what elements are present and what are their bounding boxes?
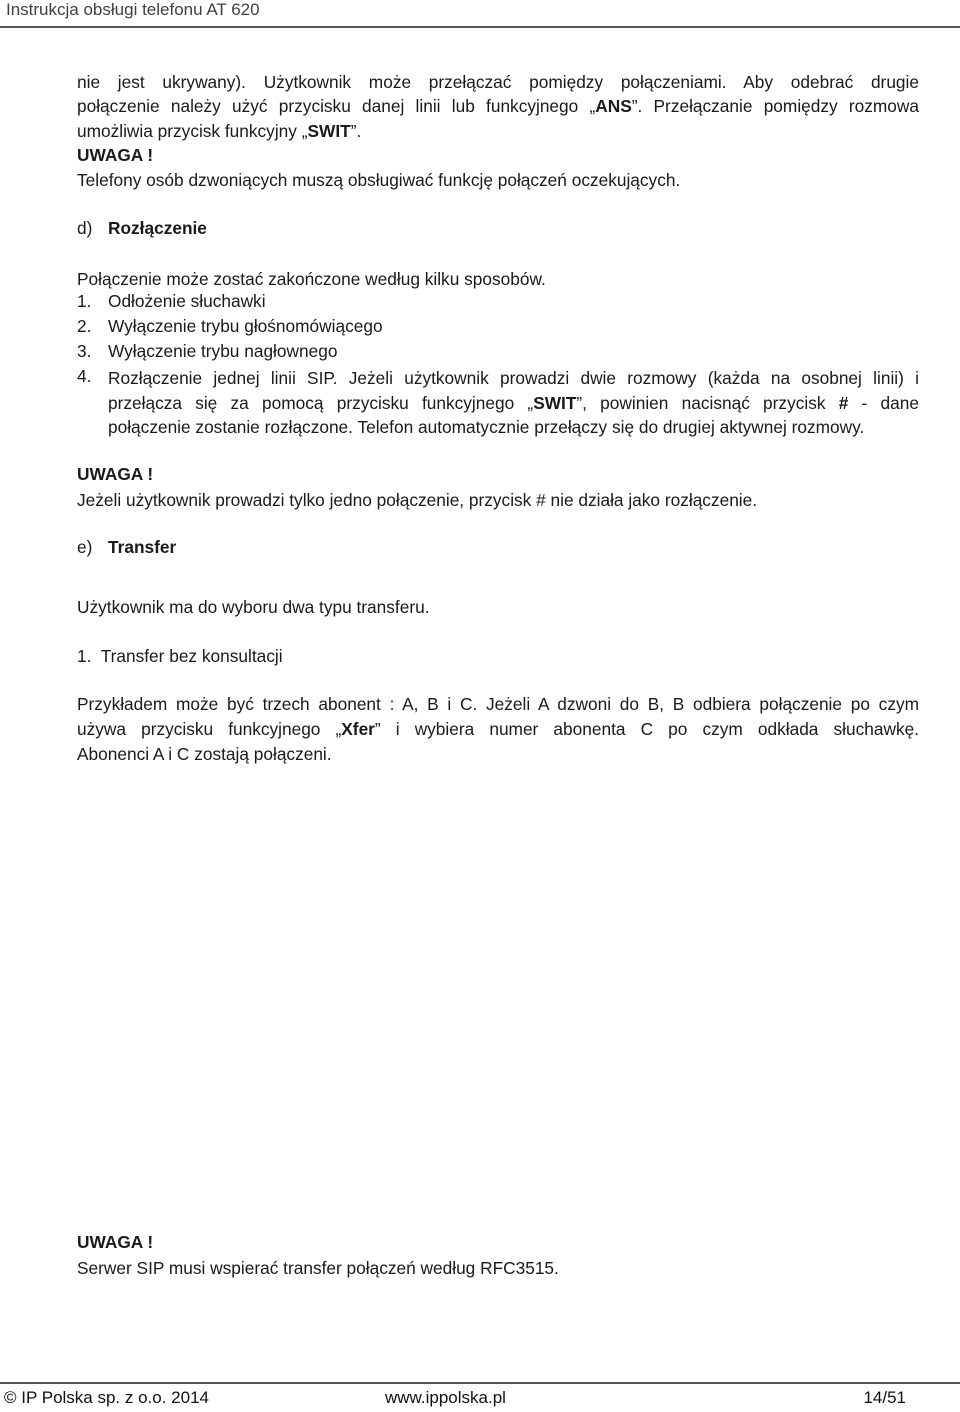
swit-key-label: SWIT bbox=[307, 121, 351, 141]
list-item-4-number: 4. bbox=[77, 366, 92, 386]
ans-key-label: ANS bbox=[595, 96, 632, 116]
list-item-4-line-2 bbox=[108, 391, 919, 416]
item4-line2-tail: - dane bbox=[848, 393, 919, 413]
header-title: Instrukcja obsługi telefonu AT 620 bbox=[6, 0, 260, 19]
footer-divider bbox=[0, 1382, 960, 1384]
section-e-title: Transfer bbox=[108, 537, 177, 557]
warning-heading: UWAGA ! bbox=[77, 1232, 154, 1252]
item4-line2-mid: ”, powinien nacisnąć przycisk bbox=[576, 393, 839, 413]
example-line-3: Abonenci A i C zostają połączeni. bbox=[77, 744, 332, 764]
list-number: 2. bbox=[77, 316, 92, 336]
footer-page-number: 14/51 bbox=[863, 1388, 906, 1407]
intro-line-3-tail: ”. bbox=[350, 121, 362, 141]
header-divider bbox=[0, 26, 960, 28]
list-item-4-line-1: Rozłączenie jednej linii SIP. Jeżeli użytkownik prowadzi dwie rozmowy (każda na osobnej linii) i bbox=[108, 368, 919, 388]
section-e-letter: e) bbox=[77, 537, 93, 557]
example-line-1: Przykładem może być trzech abonent : A, B i C. Jeżeli A dzwoni do B, B odbiera połączenie po czym bbox=[77, 694, 919, 714]
intro-line-3-text: umożliwia przycisk funkcyjny „ bbox=[77, 121, 308, 141]
list-item bbox=[77, 291, 266, 312]
swit-key-label: SWIT bbox=[533, 393, 577, 413]
section-e-subheading: 1. Transfer bez konsultacji bbox=[77, 646, 283, 666]
intro-line-1: nie jest ukrywany). Użytkownik może przełączać pomiędzy połączeniami. Aby odebrać drugie bbox=[77, 72, 919, 92]
section-e-intro: Użytkownik ma do wyboru dwa typu transferu. bbox=[77, 597, 430, 617]
section-d-title: Rozłączenie bbox=[108, 218, 207, 238]
section-e-note: Serwer SIP musi wspierać transfer połączeń według RFC3515. bbox=[77, 1258, 559, 1278]
footer-copyright: © IP Polska sp. z o.o. 2014 bbox=[4, 1388, 209, 1407]
list-number: 3. bbox=[77, 341, 92, 361]
list-number: 1. bbox=[77, 291, 92, 311]
section-d-note: Jeżeli użytkownik prowadzi tylko jedno połączenie, przycisk # nie działa jako rozłączenie. bbox=[77, 490, 758, 510]
section-d-letter: d) bbox=[77, 218, 93, 238]
example-line-2 bbox=[77, 717, 919, 742]
list-text: Odłożenie słuchawki bbox=[108, 291, 266, 311]
item4-line2-text: przełącza się za pomocą przycisku funkcyjnego „ bbox=[108, 393, 534, 413]
intro-line-4: Telefony osób dzwoniących muszą obsługiwać funkcję połączeń oczekujących. bbox=[77, 170, 681, 190]
list-item bbox=[77, 316, 383, 337]
intro-line-2 bbox=[77, 94, 919, 119]
xfer-key-label: Xfer bbox=[341, 719, 375, 739]
list-text: Wyłączenie trybu głośnomówiącego bbox=[108, 316, 383, 336]
intro-line-2-text: połączenie należy użyć przycisku danej linii lub funkcyjnego „ bbox=[77, 96, 596, 116]
section-d-intro: Połączenie może zostać zakończone według kilku sposobów. bbox=[77, 269, 546, 289]
warning-heading: UWAGA ! bbox=[77, 464, 154, 484]
list-item bbox=[77, 341, 337, 362]
list-item-4-line-3: połączenie zostanie rozłączone. Telefon automatycznie przełączy się do drugiej aktywnej rozmowy. bbox=[108, 417, 865, 437]
intro-line-3 bbox=[77, 119, 919, 144]
footer-website: www.ippolska.pl bbox=[385, 1388, 506, 1407]
example-line-2-text: używa przycisku funkcyjnego „ bbox=[77, 719, 342, 739]
list-text: Wyłączenie trybu nagłownego bbox=[108, 341, 338, 361]
warning-heading: UWAGA ! bbox=[77, 145, 154, 165]
hash-key-label: # bbox=[838, 393, 849, 413]
example-line-2-tail: ” i wybiera numer abonenta C po czym odkłada słuchawkę. bbox=[374, 719, 919, 739]
intro-line-2-tail: ”. Przełączanie pomiędzy rozmowa bbox=[631, 96, 919, 116]
